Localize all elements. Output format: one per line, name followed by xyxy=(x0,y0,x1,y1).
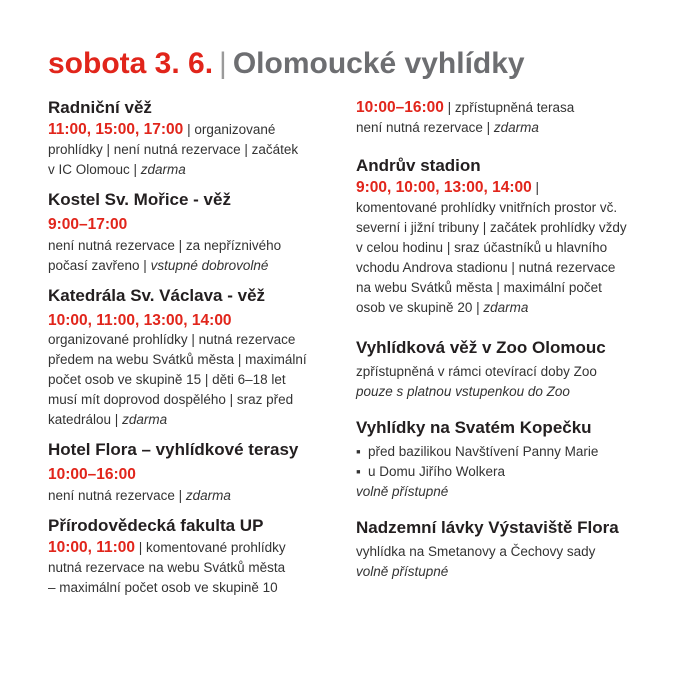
entry-text xyxy=(48,558,338,598)
page-title xyxy=(48,44,525,84)
entry-text xyxy=(48,330,338,430)
entry-text-line: organizované prohlídky | nutná rezervace xyxy=(48,332,296,347)
entry-text xyxy=(48,486,338,506)
entry-text-line: není nutná rezervace | xyxy=(356,120,494,135)
left-column xyxy=(48,96,338,606)
entry-time: 10:00, 11:00, 13:00, 14:00 xyxy=(48,312,232,329)
entry-radnicni-vez xyxy=(48,96,338,180)
entry-price: zdarma xyxy=(493,120,539,135)
entry-text xyxy=(356,442,656,502)
entry-time: 11:00, 15:00, 17:00 xyxy=(48,121,184,138)
entry-price: zdarma xyxy=(122,412,168,427)
entry-andruv-stadion xyxy=(356,154,656,318)
entry-text-line: musí mít doprovod dospělého | sraz před xyxy=(48,392,294,407)
entry-time: 10:00–16:00 xyxy=(356,99,444,116)
entry-title: Radniční věž xyxy=(48,98,152,117)
entry-text-line: není nutná rezervace | za nepříznivého xyxy=(48,238,282,253)
entry-text-line: osob ve skupině 20 | xyxy=(356,300,484,315)
entry-time: 9:00–17:00 xyxy=(48,216,128,233)
entry-text-line: severní i jižní tribuny | začátek prohlídky vždy xyxy=(356,220,627,235)
entry-text-line: zpřístupněná v rámci otevírací doby Zoo xyxy=(356,364,597,379)
entry-title: Vyhlídky na Svatém Kopečku xyxy=(356,418,592,437)
list-item-text: před bazilikou Navštívení Panny Marie xyxy=(368,444,599,459)
entry-title: Katedrála Sv. Václava - věž xyxy=(48,286,266,305)
entry-nadzemni-lavky xyxy=(356,516,656,582)
entry-title: Nadzemní lávky Výstaviště Flora xyxy=(356,518,619,537)
entry-katedrala-sv-vaclava xyxy=(48,284,338,430)
entry-text xyxy=(356,362,656,402)
entry-time: 10:00–16:00 xyxy=(48,466,136,483)
entry-price: vstupné dobrovolné xyxy=(150,258,269,273)
entry-price: zdarma xyxy=(483,300,529,315)
entry-text-line: nutná rezervace na webu Svátků města xyxy=(48,560,286,575)
title-topic: Olomoucké vyhlídky xyxy=(232,47,525,80)
entry-hotel-flora xyxy=(48,438,338,506)
entry-note: volně přístupné xyxy=(356,564,449,579)
entry-time-tail: | organizované xyxy=(183,122,276,137)
bullet-icon: ▪ xyxy=(356,464,361,479)
entry-text-line: komentované prohlídky vnitřních prostor vč. xyxy=(356,200,618,215)
entry-text-line: v IC Olomouc | xyxy=(48,162,141,177)
entry-title: Kostel Sv. Mořice - věž xyxy=(48,190,231,209)
entry-text xyxy=(48,140,338,180)
entry-vyhlidkova-vez-zoo xyxy=(356,336,656,402)
entry-text-line: není nutná rezervace | xyxy=(48,488,186,503)
bullet-icon: ▪ xyxy=(356,444,361,459)
entry-text-line: předem na webu Svátků města | maximální xyxy=(48,352,307,367)
list-item xyxy=(356,442,656,462)
title-day: sobota 3. 6. xyxy=(48,47,214,80)
entry-title: Andrův stadion xyxy=(356,156,481,175)
list-item-text: u Domu Jiřího Wolkera xyxy=(368,464,506,479)
entry-text-line: vchodu Androva stadionu | nutná rezervace xyxy=(356,260,616,275)
entry-time-line xyxy=(356,98,656,118)
entry-kostel-sv-morice xyxy=(48,188,338,276)
entry-text-line: počasí zavřeno | xyxy=(48,258,151,273)
entry-price: zdarma xyxy=(185,488,231,503)
entry-text-line: na webu Svátků města | maximální počet xyxy=(356,280,602,295)
entry-title: Vyhlídková věž v Zoo Olomouc xyxy=(356,338,606,357)
entry-note: pouze s platnou vstupenkou do Zoo xyxy=(356,384,570,399)
entry-price: zdarma xyxy=(140,162,186,177)
entry-text-line: vyhlídka na Smetanovy a Čechovy sady xyxy=(356,544,596,559)
entry-text xyxy=(356,118,656,138)
entry-time-tail: | xyxy=(531,180,540,195)
entry-text-line: počet osob ve skupině 15 | děti 6–18 let xyxy=(48,372,286,387)
entry-time: 10:00, 11:00 xyxy=(48,539,136,556)
entry-time-tail: | komentované prohlídky xyxy=(135,540,286,555)
entry-title: Hotel Flora – vyhlídkové terasy xyxy=(48,440,299,459)
entry-text-line: – maximální počet osob ve skupině 10 xyxy=(48,580,278,595)
entry-prirodovedecka-fakulta xyxy=(48,514,338,598)
entry-note: volně přístupné xyxy=(356,484,449,499)
entry-continued-terrace xyxy=(356,98,656,138)
entry-time-line xyxy=(48,538,338,558)
entry-text xyxy=(356,542,656,582)
entry-title: Přírodovědecká fakulta UP xyxy=(48,516,264,535)
entry-time-tail: | zpřístupněná terasa xyxy=(443,100,575,115)
entry-text-line: prohlídky | není nutná rezervace | začátek xyxy=(48,142,299,157)
entry-time-line xyxy=(356,178,656,198)
entry-time-line xyxy=(48,120,338,140)
entry-time: 9:00, 10:00, 13:00, 14:00 xyxy=(356,179,532,196)
entry-text xyxy=(356,198,656,318)
entry-text-line: v celou hodinu | sraz účastníků u hlavního xyxy=(356,240,608,255)
right-column xyxy=(356,98,656,590)
entry-vyhlidky-svaty-kopecek xyxy=(356,416,656,502)
entry-text xyxy=(48,236,338,276)
title-separator: | xyxy=(219,47,227,80)
list-item xyxy=(356,462,656,482)
entry-text-line: katedrálou | xyxy=(48,412,123,427)
